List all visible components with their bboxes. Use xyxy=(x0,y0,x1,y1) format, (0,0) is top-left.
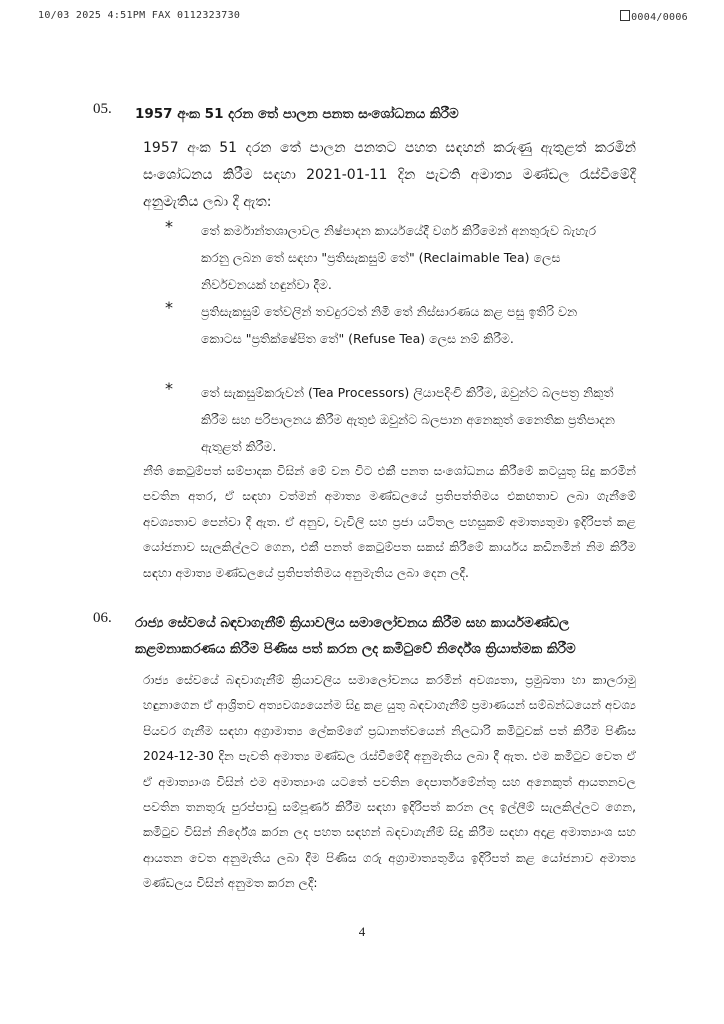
page-number: 4 xyxy=(358,924,366,939)
asterisk-bullet-icon: * xyxy=(165,298,173,317)
section-05 xyxy=(93,101,636,591)
asterisk-bullet-icon: * xyxy=(165,379,173,398)
asterisk-bullet-icon: * xyxy=(165,217,173,236)
fax-header xyxy=(38,10,688,26)
bullet-text: තේ කර්මාන්තශාලාවල නිෂ්පාදන කාර්යයේදී වර්ග කිරීමෙන් අනතුරුව බැහැර කරනු ලබන තේ සඳහා "ප්‍රතිසැකසුම් තේ" (Reclaimable Tea) ලෙස නිර්වචනයක් හඳුන්වා දීම. xyxy=(201,223,597,292)
section-06 xyxy=(93,610,636,910)
section-intro-paragraph: 1957 අංක 51 දරන තේ පාලන පනතට පහත සඳහන් කරුණු ඇතුළත් කරමින් සංශෝධනය කිරීම සඳහා 2021-01-11 දින පැවති අමාත්‍ය මණ්ඩල රැස්වීමේදී අනුමැතිය ලබා දී ඇත: xyxy=(143,140,636,210)
section-number: 05. xyxy=(93,101,112,117)
section-number: 06. xyxy=(93,610,112,626)
bullet-text: ප්‍රතිසැකසුම් තේවලින් තවදුරටත් නිමි තේ නිස්සාරණය කළ පසු ඉතිරි වන කොටස "ප්‍රතික්ෂේපිත තේ" (Refuse Tea) ලෙස නම් කිරීම. xyxy=(201,304,578,346)
section-body-paragraph: රාජ්‍ය සේවයේ බඳවාගැනීම් ක්‍රියාවලිය සමාලෝචනය කරමින් අවශ්‍යතා, ප්‍රමුඛතා හා කාලරාමු හඳුනාගෙන ඒ ආශ්‍රිතව අත්‍යවශ්‍යයෙන්ම සිදු කළ යුතු බඳවාගැනීම් ප්‍රමාණයන් සම්බන්ධයෙන් අවශ්‍ය පියවර ගැනීම සඳහා අග්‍රාමාත්‍ය ලේකම්ගේ ප්‍රධානත්වයෙන් නිලධාරි කමිටුවක් පත් කිරීම පිණිස 2024-12-30 දින පැවති අමාත්‍ය මණ්ඩල රැස්වීමේදී අනුමැතිය ලබා දී ඇත. එම කමිටුව වෙත ඒ ඒ අමාත්‍යාංශ විසින් එම අමාත්‍යාංශ යටතේ පවතින දෙපාර්තමේන්තු සහ අනෙකුත් ආයතනවල පවතින තනතුරු පුරප්පාඩු සම්පූර්ණ කිරීම සඳහා ඉදිරිපත් කරන ලද ඉල්ලීම් සැලකිල්ලට ගෙන, කමිටුව විසින් නිර්දේශ කරන ලද පහත සඳහන් බඳවාගැනීම් සිදු කිරීම සඳහා අදාළ අමාත්‍යාංශ සහ ආයතන වෙත අනුමැතිය ලබා දීම පිණිස ගරු අග්‍රාමාත්‍යතුමිය ඉදිරිපත් කළ යෝජනාව අමාත්‍ය මණ්ඩලය විසින් අනුමත කරන ලදී: xyxy=(143,673,636,891)
fax-page-box-icon xyxy=(620,10,630,21)
section-title: 1957 අංක 51 දරන තේ පාලන පනත සංශෝධනය කිරීම xyxy=(135,106,459,122)
section-closing-paragraph: නීති කෙටුම්පත් සම්පාදක විසින් මේ වන විට එකී පනත සංශෝධනය කිරීමේ කටයුතු සිදු කරමින් පවතින අතර, ඒ සඳහා වත්මන් අමාත්‍ය මණ්ඩලයේ ප්‍රතිපත්තිමය එකඟතාව ලබා ගැනීමේ අවශ්‍යතාව පෙන්වා දී ඇත. ඒ අනුව, වැවිලි සහ ප්‍රජා යටිතල පහසුකම් අමාත්‍යතුමා ඉදිරිපත් කළ යෝජනාව සැලකිල්ලට ගෙන, එකී පනත් කෙටුම්පත සකස් කිරීමේ කාර්යය කඩිනමින් නිම කිරීම සඳහා අමාත්‍ය මණ්ඩලයේ ප්‍රතිපත්තිමය අනුමැතිය ලබා දෙන ලදී. xyxy=(143,464,636,580)
fax-page-count: 0004/0006 xyxy=(631,12,688,23)
fax-timestamp-line: 10/03 2025 4:51PM FAX 0112323730 xyxy=(38,10,241,21)
bullet-text: තේ සැකසුම්කරුවන් (Tea Processors) ලියාපදිංචි කිරීම, ඔවුන්ට බලපත්‍ර නිකුත් කිරීම සහ පරිපාලනය කිරීම ඇතුළු ඔවුන්ට බලපාන අනෙකුත් නෛතික ප්‍රතිපාදන ඇතුළත් කිරීම. xyxy=(201,385,615,454)
section-title: රාජ්‍ය සේවයේ බඳවාගැනීම් ක්‍රියාවලිය සමාලෝචනය කිරීම සහ කාර්යමණ්ඩල කළමනාකරණය කිරීම පිණිස පත් කරන ලද කමිටුවේ නිර්දේශ ක්‍රියාත්මක කිරීම xyxy=(135,615,576,657)
fax-page-indicator xyxy=(620,10,688,23)
